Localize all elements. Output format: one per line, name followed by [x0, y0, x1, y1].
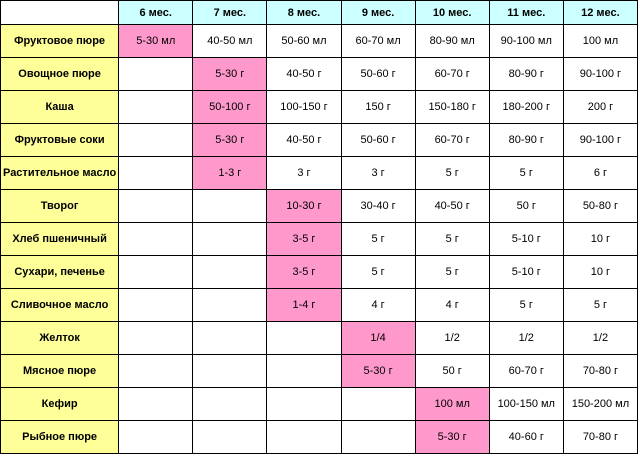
table-row	[1, 388, 638, 421]
amount-cell: 50-60 г	[341, 124, 415, 157]
column-header-month-8: 8 мес.	[267, 1, 341, 25]
amount-cell: 4 г	[341, 289, 415, 322]
intro-amount-cell: 10-30 г	[267, 190, 341, 223]
row-label: Фруктовое пюре	[1, 25, 119, 58]
column-header-month-9: 9 мес.	[341, 1, 415, 25]
row-label: Сухари, печенье	[1, 256, 119, 289]
amount-cell	[267, 355, 341, 388]
amount-cell: 5 г	[415, 223, 489, 256]
amount-cell	[193, 322, 267, 355]
amount-cell	[119, 355, 193, 388]
row-label: Кефир	[1, 388, 119, 421]
column-header-month-11: 11 мес.	[489, 1, 563, 25]
row-label: Сливочное масло	[1, 289, 119, 322]
amount-cell: 100-150 мл	[489, 388, 563, 421]
amount-cell: 5 г	[489, 289, 563, 322]
amount-cell: 30-40 г	[341, 190, 415, 223]
amount-cell: 80-90 мл	[415, 25, 489, 58]
amount-cell	[119, 421, 193, 454]
amount-cell: 150-180 г	[415, 91, 489, 124]
amount-cell: 5 г	[489, 157, 563, 190]
table-row	[1, 289, 638, 322]
intro-amount-cell: 3-5 г	[267, 223, 341, 256]
table-body	[1, 25, 638, 454]
row-label: Каша	[1, 91, 119, 124]
column-header-month-6: 6 мес.	[119, 1, 193, 25]
row-label: Желток	[1, 322, 119, 355]
amount-cell	[267, 322, 341, 355]
intro-amount-cell: 5-30 г	[415, 421, 489, 454]
table-row	[1, 256, 638, 289]
intro-amount-cell: 1-4 г	[267, 289, 341, 322]
table-row	[1, 58, 638, 91]
intro-amount-cell: 5-30 г	[193, 124, 267, 157]
row-label: Фруктовые соки	[1, 124, 119, 157]
amount-cell: 40-60 г	[489, 421, 563, 454]
amount-cell	[119, 58, 193, 91]
intro-amount-cell: 1-3 г	[193, 157, 267, 190]
header-row	[1, 1, 638, 25]
column-header-month-10: 10 мес.	[415, 1, 489, 25]
amount-cell: 150-200 мл	[563, 388, 637, 421]
amount-cell	[119, 289, 193, 322]
row-label: Растительное масло	[1, 157, 119, 190]
amount-cell: 5 г	[415, 256, 489, 289]
amount-cell: 60-70 г	[415, 124, 489, 157]
amount-cell: 40-50 г	[415, 190, 489, 223]
intro-amount-cell: 100 мл	[415, 388, 489, 421]
amount-cell: 50-60 г	[341, 58, 415, 91]
amount-cell: 60-70 г	[489, 355, 563, 388]
amount-cell: 40-50 г	[267, 58, 341, 91]
amount-cell: 3 г	[267, 157, 341, 190]
amount-cell	[119, 124, 193, 157]
amount-cell: 90-100 мл	[489, 25, 563, 58]
intro-amount-cell: 5-30 мл	[119, 25, 193, 58]
table-row	[1, 223, 638, 256]
column-header-month-12: 12 мес.	[563, 1, 637, 25]
column-header-month-7: 7 мес.	[193, 1, 267, 25]
intro-amount-cell: 3-5 г	[267, 256, 341, 289]
amount-cell: 70-80 г	[563, 421, 637, 454]
amount-cell: 60-70 мл	[341, 25, 415, 58]
row-label: Хлеб пшеничный	[1, 223, 119, 256]
amount-cell: 40-50 мл	[193, 25, 267, 58]
amount-cell	[119, 190, 193, 223]
row-label: Мясное пюре	[1, 355, 119, 388]
amount-cell: 5 г	[563, 289, 637, 322]
amount-cell: 1/2	[563, 322, 637, 355]
row-label: Творог	[1, 190, 119, 223]
amount-cell	[119, 157, 193, 190]
amount-cell	[119, 388, 193, 421]
amount-cell	[119, 223, 193, 256]
amount-cell: 100 мл	[563, 25, 637, 58]
amount-cell	[193, 190, 267, 223]
amount-cell: 6 г	[563, 157, 637, 190]
table-row	[1, 322, 638, 355]
amount-cell	[193, 355, 267, 388]
amount-cell: 5-10 г	[489, 256, 563, 289]
intro-amount-cell: 5-30 г	[193, 58, 267, 91]
table-row	[1, 157, 638, 190]
amount-cell: 80-90 г	[489, 58, 563, 91]
amount-cell	[341, 388, 415, 421]
amount-cell	[267, 421, 341, 454]
amount-cell: 5 г	[341, 256, 415, 289]
amount-cell: 90-100 г	[563, 58, 637, 91]
amount-cell: 50 г	[489, 190, 563, 223]
row-label: Овощное пюре	[1, 58, 119, 91]
table-row	[1, 91, 638, 124]
amount-cell	[119, 322, 193, 355]
amount-cell: 60-70 г	[415, 58, 489, 91]
amount-cell	[267, 388, 341, 421]
amount-cell: 150 г	[341, 91, 415, 124]
amount-cell: 1/2	[489, 322, 563, 355]
row-label: Рыбное пюре	[1, 421, 119, 454]
amount-cell: 70-80 г	[563, 355, 637, 388]
table-row	[1, 190, 638, 223]
amount-cell	[119, 91, 193, 124]
amount-cell: 4 г	[415, 289, 489, 322]
corner-cell	[1, 1, 119, 25]
table-row	[1, 25, 638, 58]
amount-cell	[341, 421, 415, 454]
amount-cell: 5 г	[341, 223, 415, 256]
amount-cell	[193, 256, 267, 289]
amount-cell: 90-100 г	[563, 124, 637, 157]
table-row	[1, 421, 638, 454]
amount-cell: 10 г	[563, 256, 637, 289]
amount-cell: 50 г	[415, 355, 489, 388]
amount-cell: 5-10 г	[489, 223, 563, 256]
intro-amount-cell: 5-30 г	[341, 355, 415, 388]
amount-cell	[193, 421, 267, 454]
amount-cell: 5 г	[415, 157, 489, 190]
amount-cell: 100-150 г	[267, 91, 341, 124]
intro-amount-cell: 50-100 г	[193, 91, 267, 124]
amount-cell	[193, 388, 267, 421]
amount-cell: 1/2	[415, 322, 489, 355]
amount-cell: 50-80 г	[563, 190, 637, 223]
amount-cell: 40-50 г	[267, 124, 341, 157]
amount-cell: 180-200 г	[489, 91, 563, 124]
amount-cell: 80-90 г	[489, 124, 563, 157]
amount-cell: 10 г	[563, 223, 637, 256]
amount-cell	[193, 289, 267, 322]
table-row	[1, 124, 638, 157]
amount-cell	[119, 256, 193, 289]
amount-cell	[193, 223, 267, 256]
amount-cell: 200 г	[563, 91, 637, 124]
amount-cell: 50-60 мл	[267, 25, 341, 58]
amount-cell: 3 г	[341, 157, 415, 190]
table-row	[1, 355, 638, 388]
intro-amount-cell: 1/4	[341, 322, 415, 355]
